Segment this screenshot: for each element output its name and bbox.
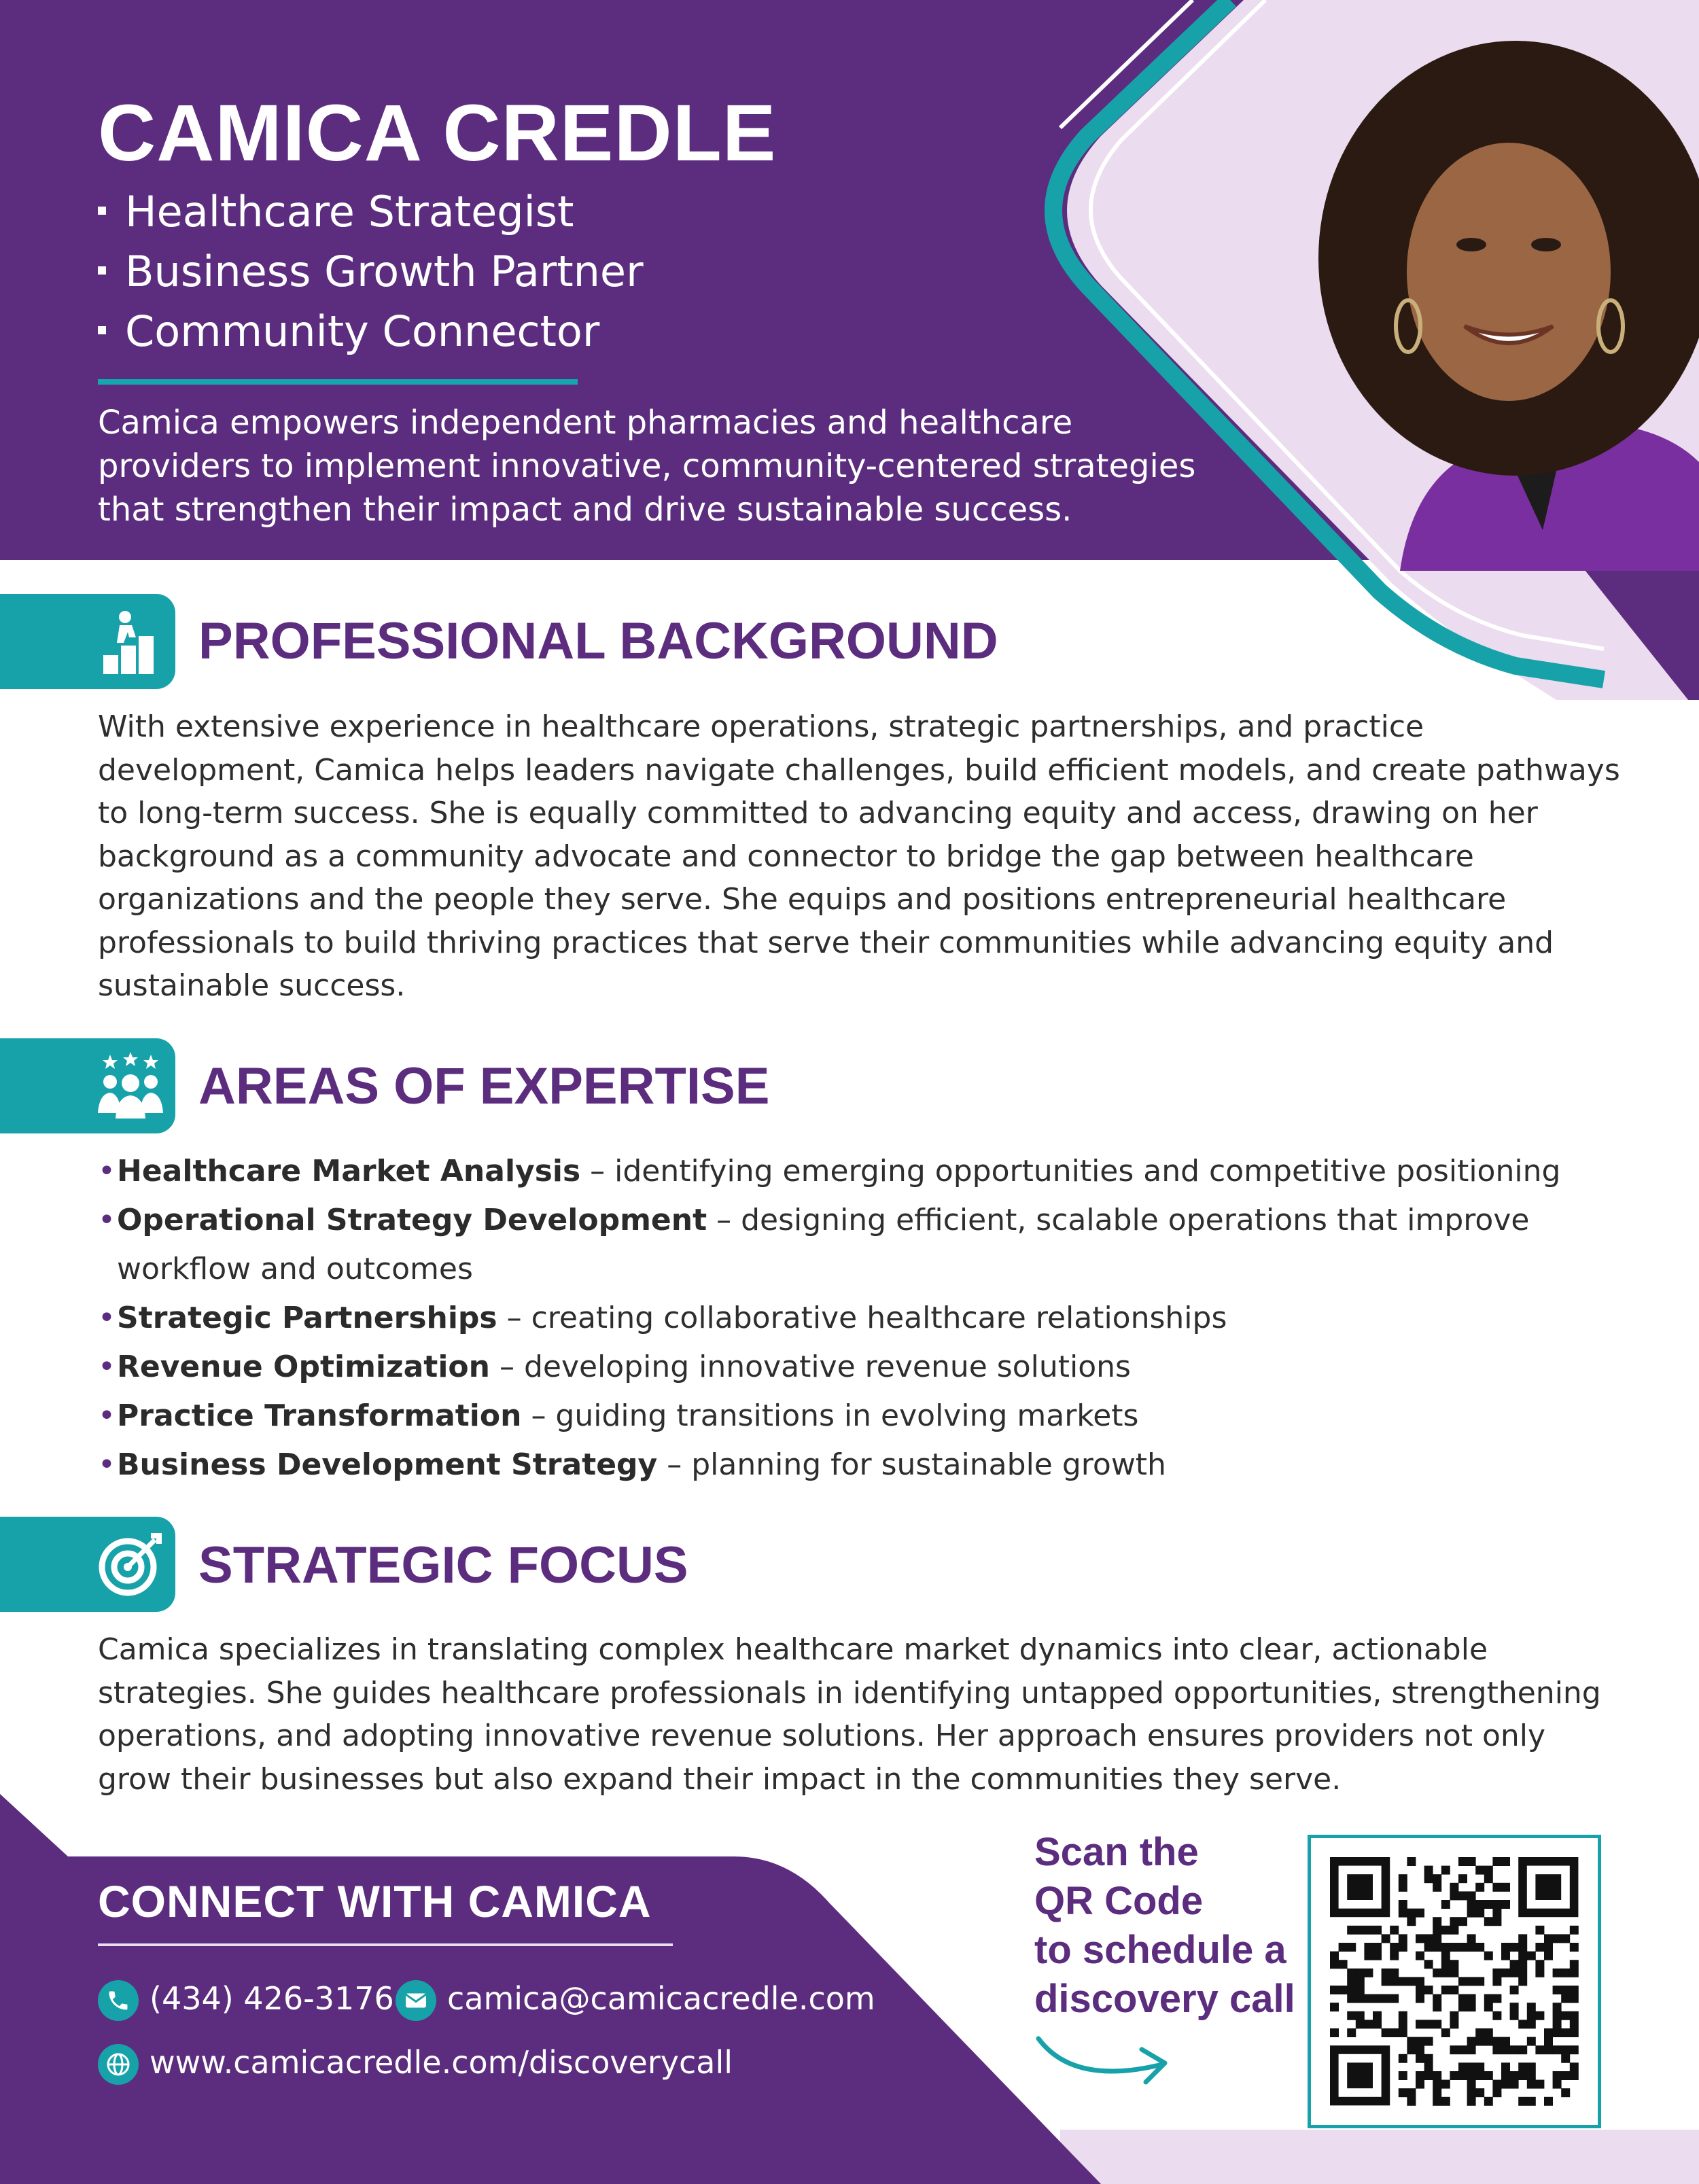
focus-title: STRATEGIC FOCUS — [198, 1536, 688, 1594]
role-label: Healthcare Strategist — [125, 187, 574, 236]
email-link[interactable]: camica@camicacredle.com — [447, 1980, 875, 2017]
scan-line: QR Code — [1034, 1879, 1204, 1923]
connect-divider — [98, 1943, 673, 1946]
square-bullet-icon — [98, 266, 106, 275]
qr-code[interactable] — [1308, 1835, 1601, 2128]
list-item — [98, 1147, 1620, 1196]
role-label: Community Connector — [125, 306, 600, 356]
expertise-list — [98, 1147, 1620, 1490]
role-item — [98, 302, 644, 362]
portrait-photo — [1278, 41, 1699, 571]
expertise-desc: – identifying emerging opportunities and competitive positioning — [580, 1154, 1561, 1188]
climbing-person-icon — [95, 607, 166, 675]
expertise-desc: – designing efficient, scalable operations that improve workflow and outcomes — [117, 1203, 1530, 1286]
globe-icon — [98, 2044, 139, 2085]
roles-list — [98, 182, 644, 362]
expertise-term: Healthcare Market Analysis — [117, 1154, 581, 1188]
person-name: CAMICA CREDLE — [98, 88, 777, 178]
qr-pattern — [1311, 1838, 1598, 2125]
website-link[interactable]: www.camicacredle.com/discoverycall — [150, 2044, 733, 2081]
scan-line: to schedule a — [1034, 1928, 1286, 1972]
list-item — [98, 1343, 1620, 1392]
square-bullet-icon — [98, 207, 106, 215]
background-text: With extensive experience in healthcare operations, strategic partnerships, and practice development, Camica helps leaders navigate challenges, build efficient models, and create pathways to long-term success. She is equally committed to advancing equity and access, drawing on her background as a community advocate and connector to bridge the gap between healthcare organizations and the people they serve. She equips and positions entrepreneurial healthcare professionals to build thriving practices that serve their communities while advancing equity and sustainable success. — [98, 709, 1620, 1003]
list-item — [98, 1441, 1620, 1490]
expertise-term: Business Development Strategy — [117, 1447, 658, 1482]
expertise-desc: – guiding transitions in evolving markets — [521, 1398, 1139, 1433]
expertise-term: Revenue Optimization — [117, 1350, 490, 1384]
expertise-term: Strategic Partnerships — [117, 1301, 497, 1335]
scan-line: discovery call — [1034, 1977, 1295, 2021]
phone-icon — [98, 1980, 139, 2021]
expertise-tab — [0, 1038, 175, 1133]
background-title: PROFESSIONAL BACKGROUND — [198, 612, 998, 670]
email-icon — [396, 1980, 436, 2021]
expertise-desc: – creating collaborative healthcare relationships — [497, 1301, 1227, 1335]
list-item — [98, 1294, 1620, 1343]
role-item — [98, 242, 644, 302]
focus-text: Camica specializes in translating complex healthcare market dynamics into clear, actionable strategies. She guides healthcare professionals in identifying untapped opportunities, strengthening operations, and adopting innovative revenue solutions. Her approach ensures providers not only grow their businesses but also expand their impact in the communities they serve. — [98, 1632, 1601, 1797]
square-bullet-icon — [98, 326, 106, 334]
background-tab — [0, 594, 175, 689]
expertise-desc: – planning for sustainable growth — [657, 1447, 1166, 1482]
expertise-term: Operational Strategy Development — [117, 1203, 707, 1237]
phone-link[interactable]: (434) 426-3176 — [150, 1980, 394, 2017]
team-stars-icon — [95, 1052, 166, 1120]
intro-text: Camica empowers independent pharmacies and healthcare providers to implement innovative, community-centered strategies that strengthen their impact and drive sustainable success. — [98, 404, 1196, 529]
scan-line: Scan the — [1034, 1830, 1199, 1874]
list-item — [98, 1392, 1620, 1441]
connect-title: CONNECT WITH CAMICA — [98, 1876, 652, 1926]
list-item — [98, 1196, 1620, 1294]
role-label: Business Growth Partner — [125, 247, 644, 296]
focus-tab — [0, 1517, 175, 1612]
expertise-title: AREAS OF EXPERTISE — [198, 1057, 770, 1115]
header-divider — [98, 379, 578, 385]
target-icon — [95, 1530, 166, 1598]
role-item — [98, 182, 644, 242]
scan-prompt — [1034, 1828, 1295, 2024]
expertise-desc: – developing innovative revenue solutions — [489, 1350, 1131, 1384]
curved-arrow-icon — [1033, 2032, 1176, 2093]
expertise-term: Practice Transformation — [117, 1398, 522, 1433]
